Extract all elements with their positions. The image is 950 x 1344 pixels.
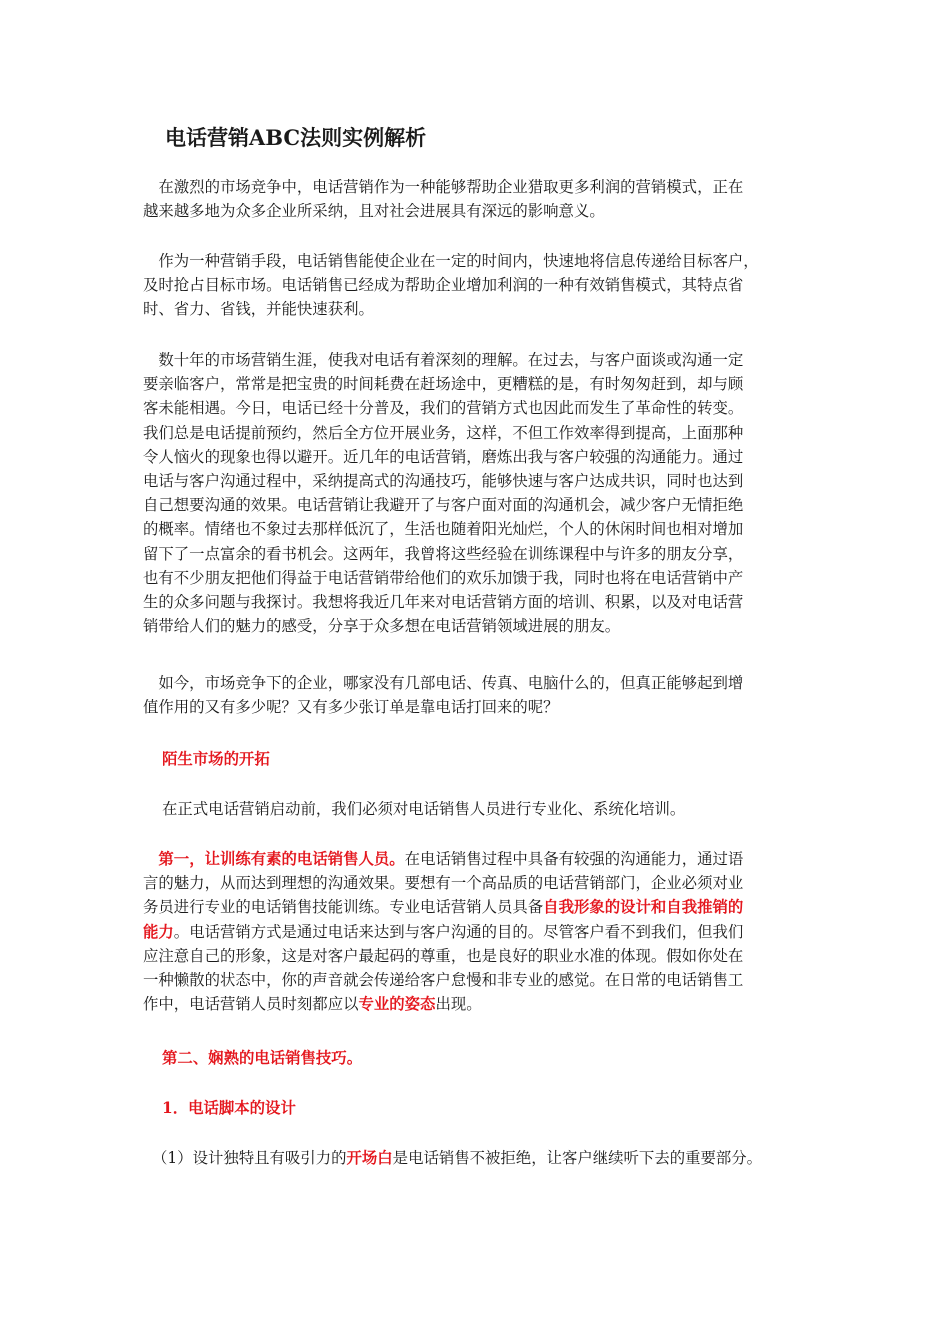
text-line: [143, 920, 813, 944]
text-line: [143, 895, 813, 919]
text-line: 时、省力、省钱，并能快速获利。: [143, 300, 374, 319]
text-line: 在激烈的市场竞争中，电话营销作为一种能够帮助企业猎取更多利润的营销模式，正在: [143, 178, 744, 196]
text-run: 是电话销售不被拒绝，让客户继续听下去的重要部分。: [392, 1149, 763, 1167]
text-line: 生的众多问题与我探讨。我想将我近几年来对电话营销方面的培训、积累，以及对电话营: [143, 593, 744, 612]
text-line: 客未能相遇。今日，电话已经十分普及，我们的营销方式也因此而发生了革命性的转变。: [143, 399, 744, 418]
text-line: 的概率。情绪也不象过去那样低沉了，生活也随着阳光灿烂，个人的休闲时间也相对增加: [143, 520, 744, 539]
text-line: 也有不少朋友把他们得益于电话营销带给他们的欢乐加馈于我，同时也将在电话营销中产: [143, 568, 744, 587]
text-line: 自己想要沟通的效果。电话营销让我避开了与客户面对面的沟通机会，减少客户无情拒绝: [143, 496, 744, 515]
highlight-text: 能力: [143, 922, 174, 941]
paragraph-training: [162, 797, 832, 821]
text-line: 留下了一点富余的看书机会。这两年，我曾将这些经验在训练课程中与许多的朋友分享，: [143, 544, 744, 563]
text-line: 在正式电话营销启动前，我们必须对电话销售人员进行专业化、系统化培训。: [162, 800, 686, 818]
highlight-text: 第一，让训练有素的电话销售人员。: [158, 850, 405, 868]
text-line: 数十年的市场营销生涯，使我对电话有着深刻的理解。在过去，与客户面谈或沟通一定: [143, 351, 744, 369]
text-line: 值作用的又有多少呢？又有多少张订单是靠电话打回来的呢？: [143, 698, 559, 717]
paragraph-intro: [143, 175, 813, 223]
paragraph-nowadays: [143, 671, 813, 719]
text-run: 作中，电话营销人员时刻都应以: [143, 995, 359, 1014]
text-line: [143, 847, 813, 871]
text-run: 。电话营销方式是通过电话来达到与客户沟通的目的。尽管客户看不到我们，但我们: [173, 922, 744, 941]
paragraph-means: [143, 249, 813, 322]
paragraph-experience: [143, 348, 813, 638]
text-run: （1）设计独特且有吸引力的: [152, 1149, 347, 1167]
text-line: [152, 1146, 832, 1170]
text-line: 我们总是电话提前预约，然后全方位开展业务，这样，不但工作效率得到提高，上面那种: [143, 423, 744, 442]
text-line: 电话与客户沟通过程中，采纳提高式的沟通技巧，能够快速与客户达成共识，同时也达到: [143, 472, 744, 491]
text-run: 在电话销售过程中具备有较强的沟通能力，通过语: [404, 850, 744, 868]
text-line: 一种懒散的状态中，你的声音就会传递给客户怠慢和非专业的感觉。在日常的电话销售工: [143, 971, 744, 990]
text-line: 作为一种营销手段，电话销售能使企业在一定的时间内，快速地将信息传递给目标客户，: [143, 252, 759, 270]
text-run: 出现。: [435, 995, 482, 1014]
text-line: [143, 992, 813, 1016]
section-heading-second: 第二、娴熟的电话销售技巧。: [162, 1049, 363, 1067]
text-run: 务员进行专业的电话销售技能训练。专业电话营销人员具备: [143, 898, 544, 917]
section-heading-new-market: 陌生市场的开拓: [162, 750, 270, 768]
highlight-text: 自我形象的设计和自我推销的: [543, 898, 744, 917]
text-line: 销带给人们的魅力的感受，分享于众多想在电话营销领域进展的朋友。: [143, 617, 621, 636]
text-line: 如今，市场竞争下的企业，哪家没有几部电话、传真、电脑什么的，但真正能够起到增: [143, 674, 744, 692]
paragraph-opening-line: [152, 1146, 832, 1170]
text-line: 令人恼火的现象也得以避开。近几年的电话营销，磨炼出我与客户较强的沟通能力。通过: [143, 447, 744, 466]
text-line: 要亲临客户，常常是把宝贵的时间耗费在赶场途中，更糟糕的是，有时匆匆赶到，却与顾: [143, 375, 744, 394]
text-line: 应注意自己的形象，这是对客户最起码的尊重，也是良好的职业水准的体现。假如你处在: [143, 946, 744, 965]
text-line: 越来越多地为众多企业所采纳，且对社会进展具有深远的影响意义。: [143, 202, 605, 221]
highlight-text: 开场白: [346, 1149, 393, 1167]
text-line: 言的魅力，从而达到理想的沟通效果。要想有一个高品质的电话营销部门，企业必须对业: [143, 874, 744, 893]
subheading-script-design: 1．电话脚本的设计: [162, 1099, 296, 1117]
document-title: 电话营销ABC法则实例解析: [165, 125, 427, 150]
paragraph-first-point: [143, 847, 813, 1016]
text-line: 及时抢占目标市场。电话销售已经成为帮助企业增加利润的一种有效销售模式，其特点省: [143, 276, 744, 295]
highlight-text: 专业的姿态: [358, 995, 436, 1014]
